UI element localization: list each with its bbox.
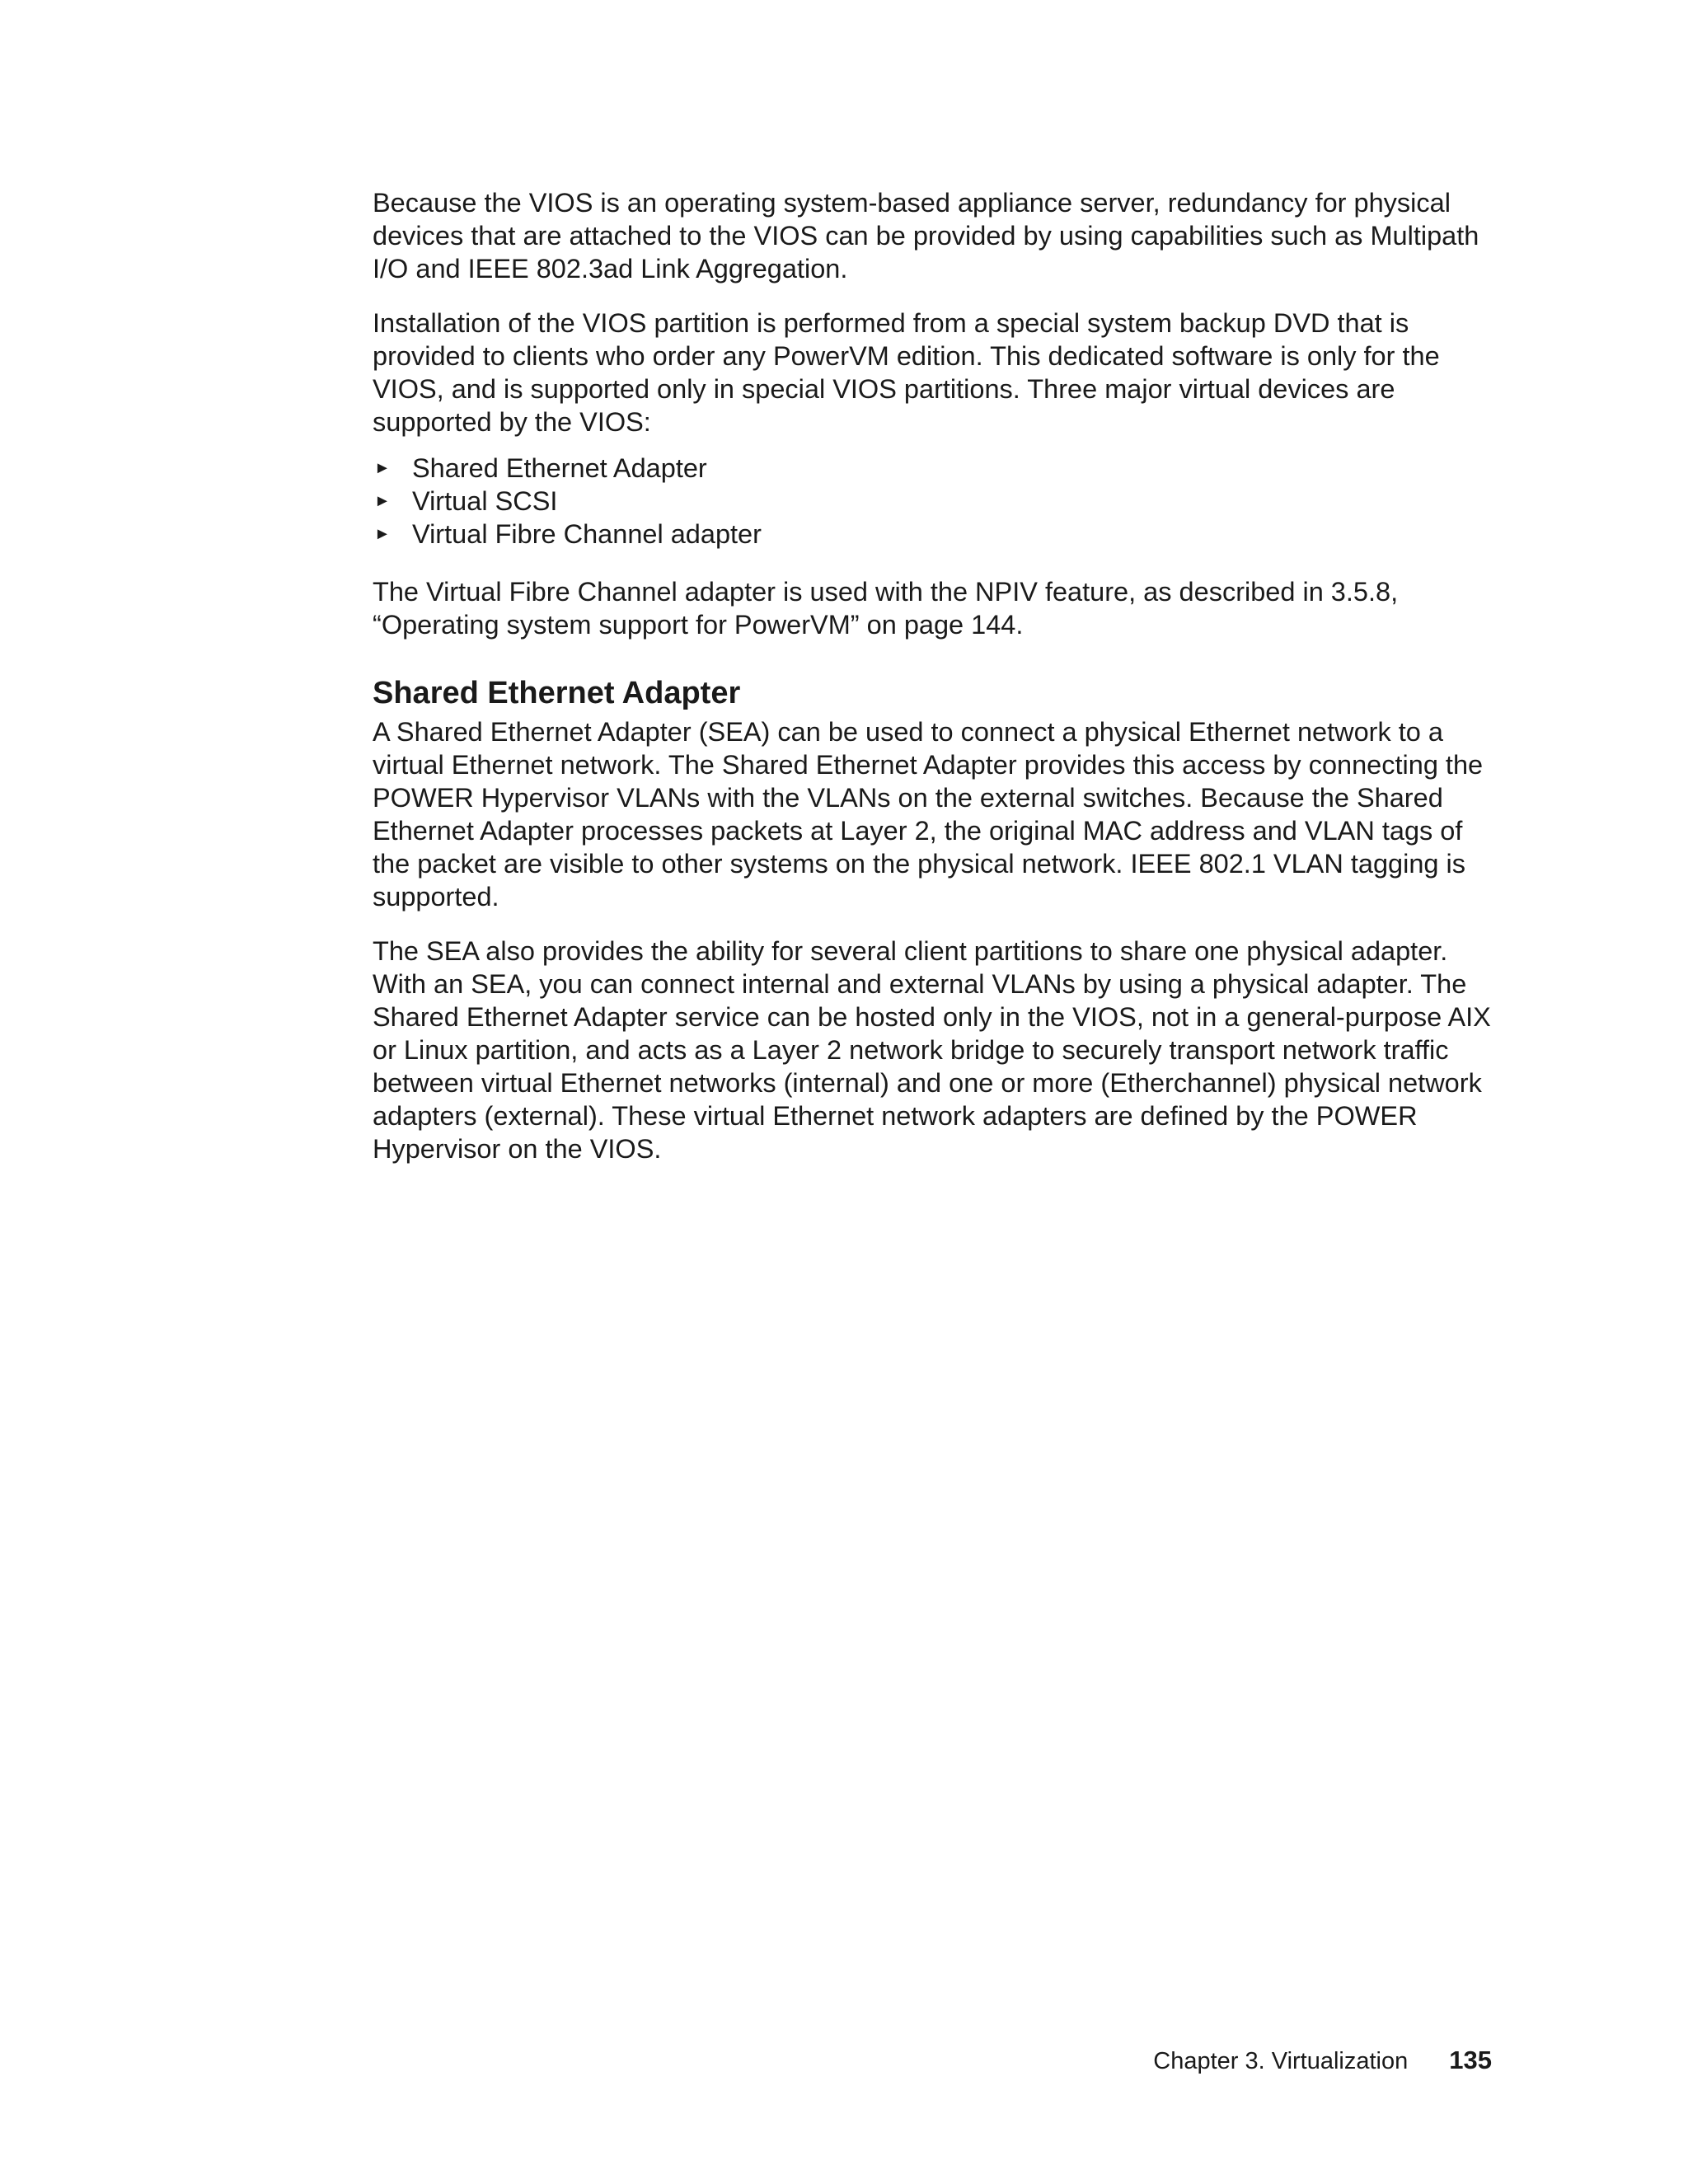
list-item-label: Virtual SCSI (412, 486, 558, 516)
list-item-label: Shared Ethernet Adapter (412, 453, 707, 483)
page-footer (1153, 2046, 1492, 2075)
list-item-label: Virtual Fibre Channel adapter (412, 519, 762, 549)
chapter-title: Chapter 3. Virtualization (1153, 2048, 1409, 2074)
section-paragraph-1: A Shared Ethernet Adapter (SEA) can be used to connect a physical Ethernet network to a virtual Ethernet network. The Shared Ethernet Adapter provides this access by connecting the POWER Hypervisor VLANs with the VLANs on the external switches. Because the Shared Ethernet Adapter processes packets at Layer 2, the original MAC address and VLAN tags of the packet are visible to other systems on the physical network. IEEE 802.1 VLAN tagging is supported. (373, 717, 1484, 912)
intro-paragraph-2: Installation of the VIOS partition is performed from a special system backup DVD that is provided to clients who order any PowerVM edition. This dedicated software is only for the VIOS, and is supported only in special VIOS partitions. Three major virtual devices are supported by the VIOS: (373, 308, 1440, 437)
virtual-devices-list (373, 452, 1493, 551)
section-paragraph-2: The SEA also provides the ability for several client partitions to share one physical adapter. With an SEA, you can connect internal and external VLANs by using a physical adapter. The Shared Ethernet Adapter service can be hosted only in the VIOS, not in a general-purpose AIX or Linux partition, and acts as a Layer 2 network bridge to securely transport network traffic between virtual Ethernet networks (internal) and one or more (Etherchannel) physical network adapters (external). These virtual Ethernet network adapters are defined by the POWER Hypervisor on the VIOS. (373, 936, 1491, 1164)
intro-paragraph-3: The Virtual Fibre Channel adapter is used with the NPIV feature, as described in 3.5.8, “Operating system support for PowerVM” on page 144. (373, 577, 1399, 640)
page-content (373, 186, 1493, 1187)
bullet-arrow-icon: ► (374, 525, 391, 543)
list-item (373, 485, 1493, 518)
bullet-arrow-icon: ► (374, 459, 391, 477)
bullet-arrow-icon: ► (374, 492, 391, 510)
section-heading: Shared Ethernet Adapter (373, 676, 741, 710)
intro-paragraph-1: Because the VIOS is an operating system-based appliance server, redundancy for physical devices that are attached to the VIOS can be provided by using capabilities such as Multipath I/O and IEEE 802.3ad Link Aggregation. (373, 188, 1479, 284)
page-number: 135 (1449, 2046, 1492, 2074)
list-item (373, 452, 1493, 485)
list-item (373, 518, 1493, 551)
